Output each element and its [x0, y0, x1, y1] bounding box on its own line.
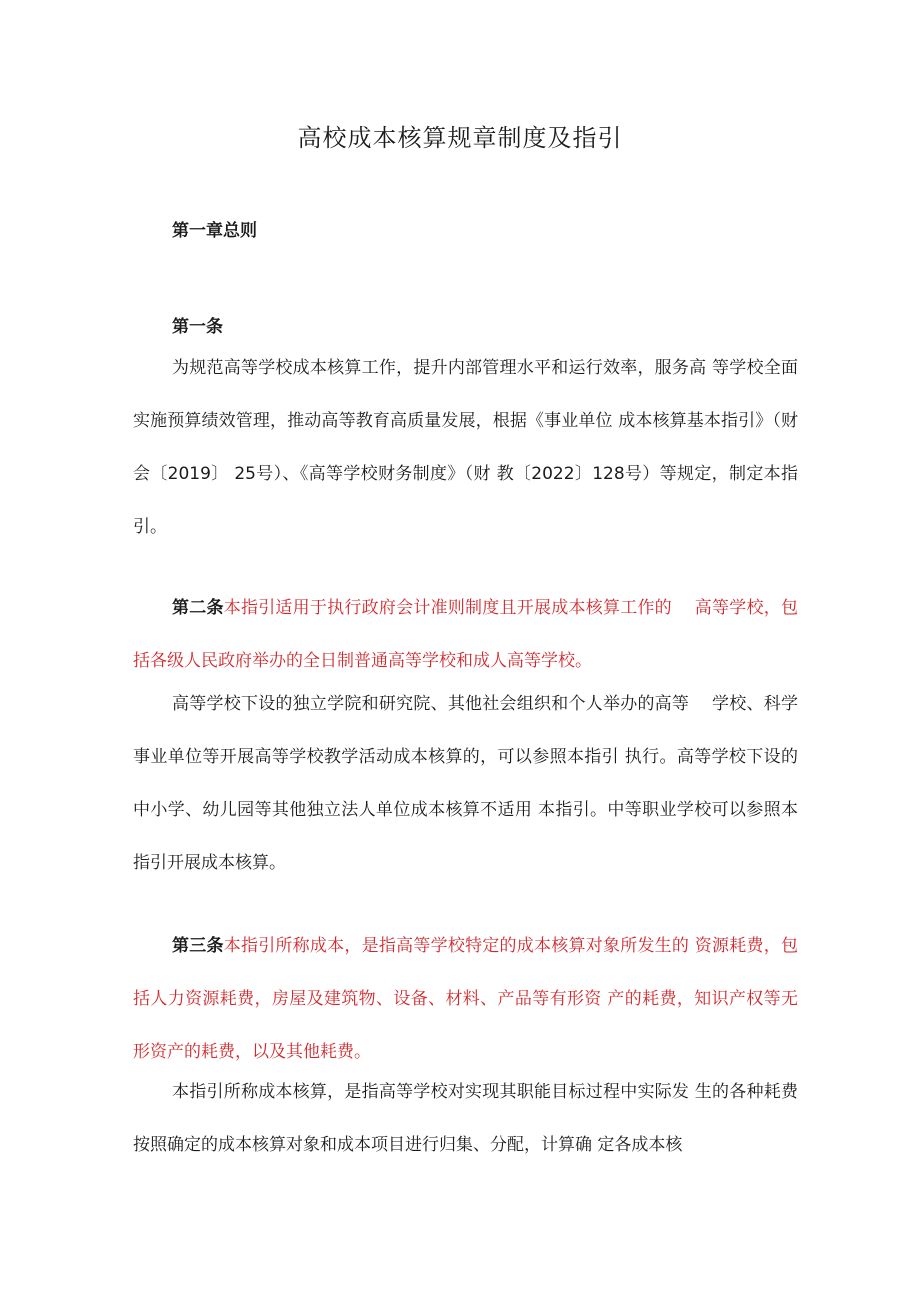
article-3-text: 本指引所称成本核算，是指高等学校对实现其职能目标过程中实际发 生的各种耗费按照确定的成本核算对象和成本项目进行归集、分配，计算确 定各成本核 — [133, 1082, 798, 1155]
document-title: 高校成本核算规章制度及指引 — [297, 124, 623, 152]
article-1-text: 为规范高等学校成本核算工作，提升内部管理水平和运行效率，服务高 等学校全面实施预算绩效管理，推动高等教育高质量发展，根据《事业单位 成本核算基本指引》（财会〔2019〕 25号）、《高等学校财务制度》（财 教〔2022〕128号）等规定，制定本指引。 — [133, 358, 798, 537]
article-3-label: 第三条 — [172, 936, 224, 956]
article-2-text: 高等学校下设的独立学院和研究院、其他社会组织和个人举办的高等 学校、科学事业单位等开展高等学校教学活动成本核算的，可以参照本指引 执行。高等学校下设的中小学、幼儿园等其他独立法人单位成本核算不适用 本指引。中等职业学校可以参照本指引开展成本核算。 — [133, 694, 798, 873]
article-2-label: 第二条 — [172, 598, 224, 618]
article-3-paragraph — [133, 920, 798, 1079]
article-1-heading: 第一条 — [172, 317, 223, 337]
article-2-red-text: 本指引适用于执行政府会计准则制度且开展成本核算工作的 高等学校，包括各级人民政府举办的全日制普通高等学校和成人高等学校。 — [133, 598, 798, 671]
article-2-paragraph — [133, 582, 798, 688]
article-3-red-text: 本指引所称成本，是指高等学校特定的成本核算对象所发生的 资源耗费，包括人力资源耗费，房屋及建筑物、设备、材料、产品等有形资 产的耗费，知识产权等无形资产的耗费，以及其他耗费。 — [133, 936, 798, 1062]
chapter-heading: 第一章总则 — [172, 221, 257, 241]
